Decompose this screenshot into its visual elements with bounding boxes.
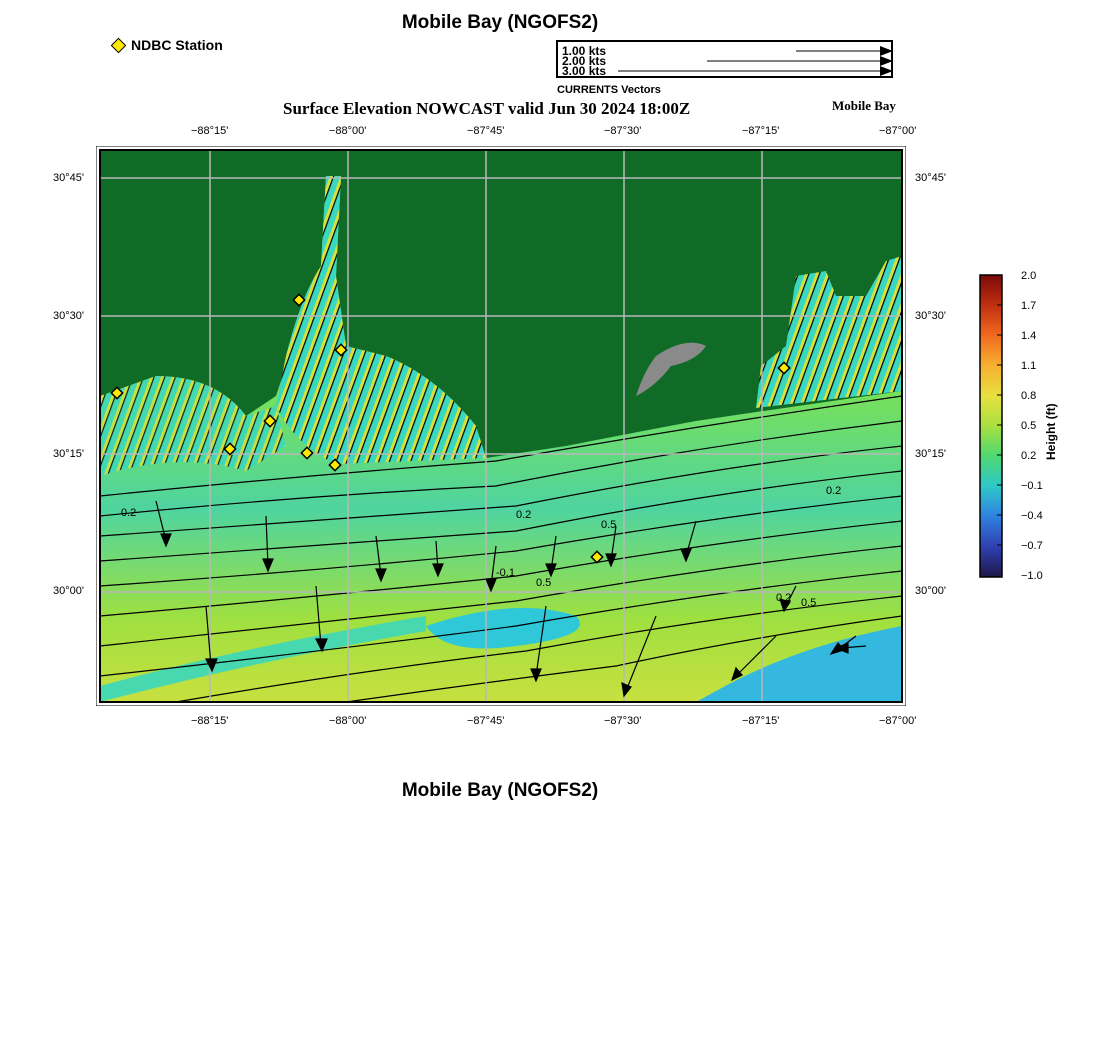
lat-tick: 30°15' [915,448,946,460]
vector-legend-caption: CURRENTS Vectors [557,84,661,96]
colorbar-tick: 0.8 [1021,390,1037,402]
colorbar-gradient [979,274,1003,578]
diamond-icon [111,37,127,53]
vector-legend-arrows [558,42,895,80]
lon-tick: −88°00' [329,715,367,727]
colorbar-tick: 0.2 [1021,450,1037,462]
contour-label: 0.2 [121,507,137,519]
lon-tick: −87°00' [879,125,917,137]
lon-tick: −87°45' [467,125,505,137]
bottom-title: Mobile Bay (NGOFS2) [401,780,599,801]
colorbar-tick: −1.0 [1021,570,1043,582]
contour-label: 0.2 [776,592,792,604]
colorbar-tick: 0.5 [1021,420,1037,432]
lon-tick: −87°30' [604,715,642,727]
lon-tick: −87°45' [467,715,505,727]
colorbar-tick: 1.7 [1021,300,1037,312]
colorbar-tick: −0.7 [1021,540,1043,552]
vector-legend-label-1: 1.00 kts [562,44,607,58]
station-legend-label: NDBC Station [131,37,223,53]
lat-tick: 30°15' [53,448,84,460]
lon-tick: −87°30' [604,125,642,137]
lon-tick: −88°00' [329,125,367,137]
lat-tick: 30°45' [915,172,946,184]
station-legend [113,37,223,53]
lat-tick: 30°30' [915,310,946,322]
colorbar [979,274,1003,583]
colorbar-tick: 1.4 [1021,330,1037,342]
lat-tick: 30°30' [53,310,84,322]
map-region-label: Mobile Bay [832,98,896,113]
lon-tick: −87°15' [742,125,780,137]
page-title: Mobile Bay (NGOFS2) [401,12,599,33]
colorbar-axis-label: Height (ft) [1044,403,1058,460]
lon-tick: −88°15' [191,715,229,727]
vector-legend-label-3: 3.00 kts [562,64,607,78]
map-title: Surface Elevation NOWCAST valid Jun 30 2024 18:00Z [283,99,691,118]
contour-label: 0.5 [601,519,617,531]
colorbar-tick: 2.0 [1021,270,1037,282]
lon-tick: −87°00' [879,715,917,727]
vector-legend [556,40,893,78]
contour-label: -0.1 [496,567,515,579]
lat-tick: 30°45' [53,172,84,184]
lat-tick: 30°00' [915,585,946,597]
lon-tick: −87°15' [742,715,780,727]
vector-legend-label-2: 2.00 kts [562,54,607,68]
colorbar-tick: −0.1 [1021,480,1043,492]
map-frame [96,146,906,706]
contour-label: 0.2 [516,509,532,521]
contour-label: 0.5 [801,597,817,609]
contour-label: 0.5 [536,577,552,589]
lon-tick: −88°15' [191,125,229,137]
contour-label: 0.2 [826,485,842,497]
lat-tick: 30°00' [53,585,84,597]
colorbar-tick: 1.1 [1021,360,1037,372]
colorbar-tick: −0.4 [1021,510,1043,522]
